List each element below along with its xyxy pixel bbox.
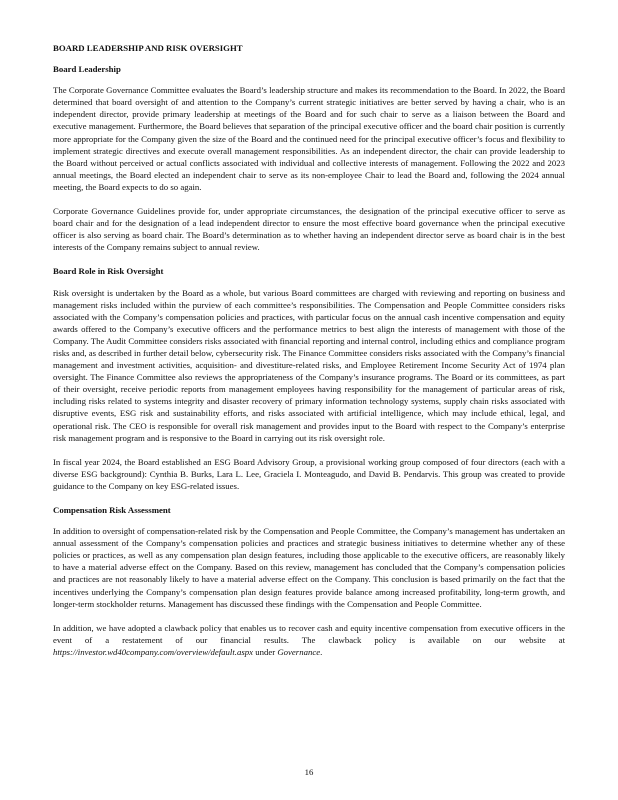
paragraph: Risk oversight is undertaken by the Board as a whole, but various Board committees are charged with reviewing and reporting on business and management risks included within the purview of each committee’s responsibilities. The Compensation and People Committee considers risks associated with the Company’s compensation policies and practices, with particular focus on the annual cash incentive compensation and equity awards offered to the Company’s executive officers and the performance metrics to best align the interests of management with those of the Company. The Audit Committee considers risks associated with financial reporting and internal control, including ethics and compliance program risks and, as described in further detail below, cybersecurity risk. The Finance Committee considers risks associated with the Company’s financial management and investment activities, acquisition- and divestiture-related risks, and Employee Retirement Income Security Act of 1974 plan oversight. The Finance Committee also reviews the appropriateness of the Company’s insurance programs. The Board or its committees, as part of their oversight, receive periodic reports from management employees having responsibility for the management of particular areas of risk, including risks related to systems integrity and disaster recovery of primary information technology systems, supply chain risks associated with disruptive events, ESG risk and sustainability efforts, and risks associated with artificial intelligence, which may include ethical, legal, and operational risk. The CEO is responsible for overall risk management and provides input to the Board with respect to the Company’s enterprise risk management program and is responsive to the Board in carrying out its risk oversight role.: [53, 287, 565, 443]
clawback-text: In addition, we have adopted a clawback policy that enables us to recover cash and equity incentive compensation from executive officers in the event of a restatement of our financial results. The clawback policy is available on our website at: [53, 622, 565, 645]
clawback-middle: under: [253, 646, 278, 657]
clawback-paragraph: [53, 622, 565, 658]
clawback-end: .: [320, 646, 323, 657]
paragraph: The Corporate Governance Committee evaluates the Board’s leadership structure and makes its recommendation to the Board. In 2022, the Board determined that board oversight of and attention to the Company’s current strategic initiatives are better served by having a chair, who is an independent director, provide primary leadership at meetings of the Board and for such chair to serve as a liaison between the Board and executive management. Furthermore, the Board believes that separation of the principal executive officer and the board chair position is currently more appropriate for the Company given the size of the Board and the continued need for the principal executive officer’s focus and flexibility to implement strategic directives and execute overall management responsibilities. As an independent director, the chair can provide leadership to the Board without perceived or actual conflicts associated with individual and collective interests of management. Following the 2022 and 2023 annual meetings, the Board elected an independent chair to serve as its non-employee Chair to lead the Board and, following the 2024 annual meeting, the Board expects to do so again.: [53, 85, 565, 192]
governance-label: Governance: [277, 646, 321, 657]
paragraph: In addition to oversight of compensation-related risk by the Compensation and People Committee, the Company’s management has undertaken an annual assessment of the Company’s compensation policies and practices and strategic business initiatives to determine whether any of these policies or practices, as well as any compensation plan design features, including those applicable to the executive officers, are reasonably likely to have a material adverse effect on the Company. Based on this review, management has concluded that the Company’s compensation policies and practices are not reasonably likely to have a material adverse effect on the Company. This conclusion is based primarily on the fact that the incentives underlying the Company’s compensation plan design features provide balance among increased profitability, long-term growth, and longer-term stockholder returns. Management has discussed these findings with the Compensation and People Committee.: [53, 526, 565, 609]
section-heading-board-leadership: Board Leadership: [53, 64, 121, 75]
page-number: 16: [304, 767, 314, 777]
section-heading-compensation-risk: Compensation Risk Assessment: [53, 505, 171, 515]
paragraph: Corporate Governance Guidelines provide for, under appropriate circumstances, the designation of the principal executive officer to serve as board chair and for the designation of a lead independent director to ensure the most effective board governance when the principal executive officer is also serving as board chair. The Board’s determination as to whether having an independent director serve as board chair is in the best interests of the Company remains subject to annual review.: [53, 206, 565, 253]
paragraph: In fiscal year 2024, the Board established an ESG Board Advisory Group, a provisional working group composed of four directors (each with a diverse ESG background): Cynthia B. Burks, Lara L. Lee, Graciela I. Monteagudo, and David B. Pendarvis. This group was created to provide guidance to the Company on key ESG-related issues.: [53, 456, 565, 491]
section-heading-risk-oversight: Board Role in Risk Oversight: [53, 266, 164, 277]
website-link[interactable]: https://investor.wd40company.com/overview/default.aspx: [53, 646, 254, 657]
document-title: BOARD LEADERSHIP AND RISK OVERSIGHT: [53, 43, 243, 53]
